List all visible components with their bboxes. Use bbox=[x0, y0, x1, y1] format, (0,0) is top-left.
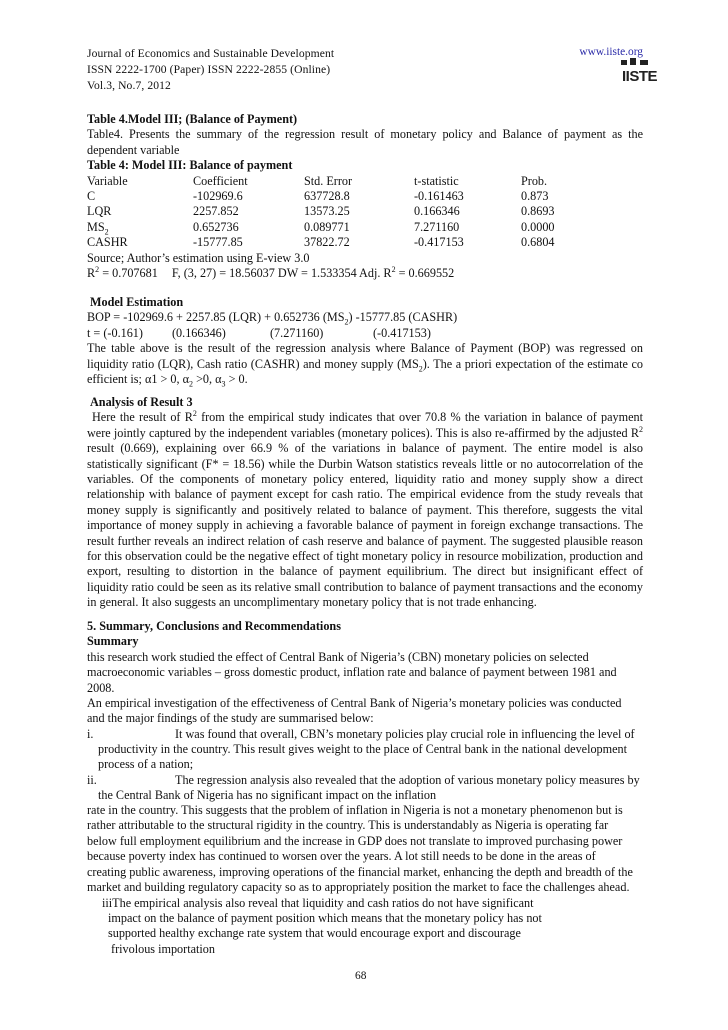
cell-prob: 0.0000 bbox=[521, 219, 555, 234]
finding-item-3: iiiThe empirical analysis also reveal that liquidity and cash ratios do not have significant bbox=[102, 895, 534, 910]
cell-std-error: 37822.72 bbox=[304, 235, 350, 250]
cell-std-error: 13573.25 bbox=[304, 204, 350, 219]
volume-line: Vol.3, No.7, 2012 bbox=[87, 79, 171, 92]
t-values-line: t = (-0.161) (0.166346) (7.271160) (-0.417153) bbox=[87, 325, 431, 340]
summary-section bbox=[87, 619, 643, 957]
journal-header bbox=[87, 46, 607, 94]
table-section bbox=[87, 112, 643, 281]
page-number: 68 bbox=[355, 970, 367, 982]
summary-line: macroeconomic variables – gross domestic product, inflation rate and balance of payment between 1981 and bbox=[87, 665, 617, 680]
list-item-text: The regression analysis also revealed that the adoption of various monetary policy measures by bbox=[175, 772, 640, 787]
list-item-text: the Central Bank of Nigeria has no significant impact on the inflation bbox=[98, 787, 437, 802]
list-marker: ii. bbox=[87, 772, 97, 787]
continuation-line: rate in the country. This suggests that the problem of inflation in Nigeria is not a monetary phenomenon but is bbox=[87, 803, 623, 818]
iiste-logo bbox=[619, 58, 658, 85]
col-coefficient: Coefficient bbox=[193, 173, 248, 188]
table-row bbox=[87, 189, 621, 204]
cell-t-statistic: -0.161463 bbox=[414, 189, 464, 204]
list-item-text: supported healthy exchange rate system that would encourage export and discourage bbox=[108, 926, 521, 941]
col-std-error: Std. Error bbox=[304, 173, 353, 188]
analysis-paragraph: Here the result of $R^2$ from the empirical study indicates that over 70.8 % the variation in balance of payment were jointly captured by the independent variables (monetary polices). This is also re-affirmed by the adjusted $R^2$ result (0.669), explaining over 66.9 % of the variations in balance of payment. The entire model is also statistically significant (F* = 18.56) while the Durbin Watson statistics reveals little or no autocorrelation of the variables. Of the components of monetary policy entered, liquidity ratio and money supply show a direct relationship with balance of payment except for cash ratio. The empirical evidence from the study reveals that money supply is significantly and positively related to balance of payment. This therefore, suggests the vital importance of money supply in achieving a favorable balance of payment in foreign exchange transactions. The result further reveals an indirect relation of cash reserve and balance of payment. The suggested plausible reason for this observation could be the negative effect of tight monetary policy in resource mobilization, production and export, resulting to distortion in the balance of payment equilibrium. The direct but insignificant effect of liquidity ratio could be seen as its relative small contribution to balance of payment transactions and the economy in general. It also suggests an uncomplimentary monetary policy that is not trade enhancing. bbox=[87, 409, 643, 610]
cell-std-error: 0.089771 bbox=[304, 219, 350, 234]
continuation-line: because poverty index has continued to worsen over the years. A lot still needs to be done in the areas of bbox=[87, 849, 596, 864]
cell-variable: CASHR bbox=[87, 235, 128, 250]
list-marker: i. bbox=[87, 726, 94, 741]
summary-line: 2008. bbox=[87, 680, 115, 695]
cell-prob: 0.8693 bbox=[521, 204, 555, 219]
continuation-line: creating public awareness, improving operations of the financial market, enhancing the depth and breadth of the bbox=[87, 864, 633, 879]
cell-coefficient: 0.652736 bbox=[193, 219, 239, 234]
cell-variable: LQR bbox=[87, 204, 112, 219]
cell-t-statistic: 7.271160 bbox=[414, 219, 460, 234]
model-equation: BOP = -102969.6 + 2257.85 (LQR) + 0.652736 $(MS_2)$ -15777.85 (CASHR) bbox=[87, 310, 458, 327]
col-variable: Variable bbox=[87, 173, 128, 188]
list-item-text: It was found that overall, CBN’s monetary policies play crucial role in influencing the level of bbox=[175, 726, 635, 741]
logo-text: IISTE bbox=[622, 68, 658, 85]
analysis-title: Analysis of Result 3 bbox=[90, 395, 193, 409]
table-caption: Table 4: Model III: Balance of payment bbox=[87, 158, 293, 173]
table-section-title: Table 4.Model III; (Balance of Payment) bbox=[87, 112, 298, 126]
table-header-row bbox=[87, 174, 621, 189]
summary-subheading: Summary bbox=[87, 634, 139, 649]
regression-table bbox=[87, 174, 621, 251]
model-estimation-title: Model Estimation bbox=[90, 295, 184, 309]
cell-variable: C bbox=[87, 189, 96, 204]
col-prob: Prob. bbox=[521, 173, 548, 188]
regression-stats: $R^2 = 0.707681$ F, (3, 27) = 18.56037 DW = 1.533354 Adj. $R^2 = 0.669552$ bbox=[87, 265, 455, 281]
summary-line: An empirical investigation of the effectiveness of Central Bank of Nigeria’s monetary policies was conducted bbox=[87, 696, 622, 711]
section5-heading: 5. Summary, Conclusions and Recommendations bbox=[87, 619, 341, 633]
cell-prob: 0.873 bbox=[521, 189, 549, 204]
journal-title: Journal of Economics and Sustainable Development bbox=[87, 47, 335, 60]
cell-coefficient: -15777.85 bbox=[193, 235, 243, 250]
continuation-line: market and building regulatory capacity so as to appropriately position the market to face the challenges ahead. bbox=[87, 880, 630, 895]
cell-coefficient: -102969.6 bbox=[193, 189, 243, 204]
list-item-text: process of a nation; bbox=[98, 757, 194, 772]
continuation-line: below full employment equilibrium and the increase in GDP does not translate to improved purchasing power bbox=[87, 833, 623, 848]
website-link[interactable]: www.iiste.org bbox=[579, 46, 643, 58]
table-row bbox=[87, 235, 621, 250]
summary-line: and the major findings of the study are summarised below: bbox=[87, 711, 374, 726]
summary-line: this research work studied the effect of Central Bank of Nigeria’s (CBN) monetary policies on selected bbox=[87, 649, 589, 664]
list-item-text: impact on the balance of payment position which means that the monetary policy has not bbox=[108, 910, 542, 925]
list-item-text: productivity in the country. This result gives weight to the place of Central bank in the national development bbox=[98, 741, 628, 756]
table-intro: Table4. Presents the summary of the regression result of monetary policy and Balance of payment as the dependent variable bbox=[87, 127, 643, 157]
subscript: 2 bbox=[104, 227, 109, 237]
table-row bbox=[87, 220, 621, 235]
cell-t-statistic: 0.166346 bbox=[414, 204, 460, 219]
cell-t-statistic: -0.417153 bbox=[414, 235, 464, 250]
model-estimation-section bbox=[87, 295, 643, 387]
analysis-section bbox=[87, 395, 643, 611]
issn-line: ISSN 2222-1700 (Paper) ISSN 2222-2855 (Online) bbox=[87, 63, 331, 76]
cell-variable: $MS_2$ bbox=[87, 219, 109, 237]
cell-std-error: 637728.8 bbox=[304, 189, 350, 204]
table-row bbox=[87, 204, 621, 219]
model-paragraph: The table above is the result of the regression analysis where Balance of Payment (BOP) was regressed on liquidity ratio (LQR), Cash ratio (CASHR) and money supply $(MS_2)$. The a priori expectation of the estimate co efficient is; α1 > 0, $\alpha_2 >0$, $\alpha_3 > 0$. bbox=[87, 341, 643, 389]
col-t-statistic: t-statistic bbox=[414, 173, 459, 188]
finding-item-2 bbox=[87, 773, 643, 788]
cell-coefficient: 2257.852 bbox=[193, 204, 239, 219]
finding-item-1 bbox=[87, 727, 643, 742]
list-item-text: frivolous importation bbox=[108, 941, 215, 956]
continuation-line: rather attributable to the structural rigidity in the country. This is understandably as Nigeria is operating far bbox=[87, 818, 609, 833]
table-source: Source; Author’s estimation using E-view 3.0 bbox=[87, 250, 310, 265]
cell-prob: 0.6804 bbox=[521, 235, 555, 250]
